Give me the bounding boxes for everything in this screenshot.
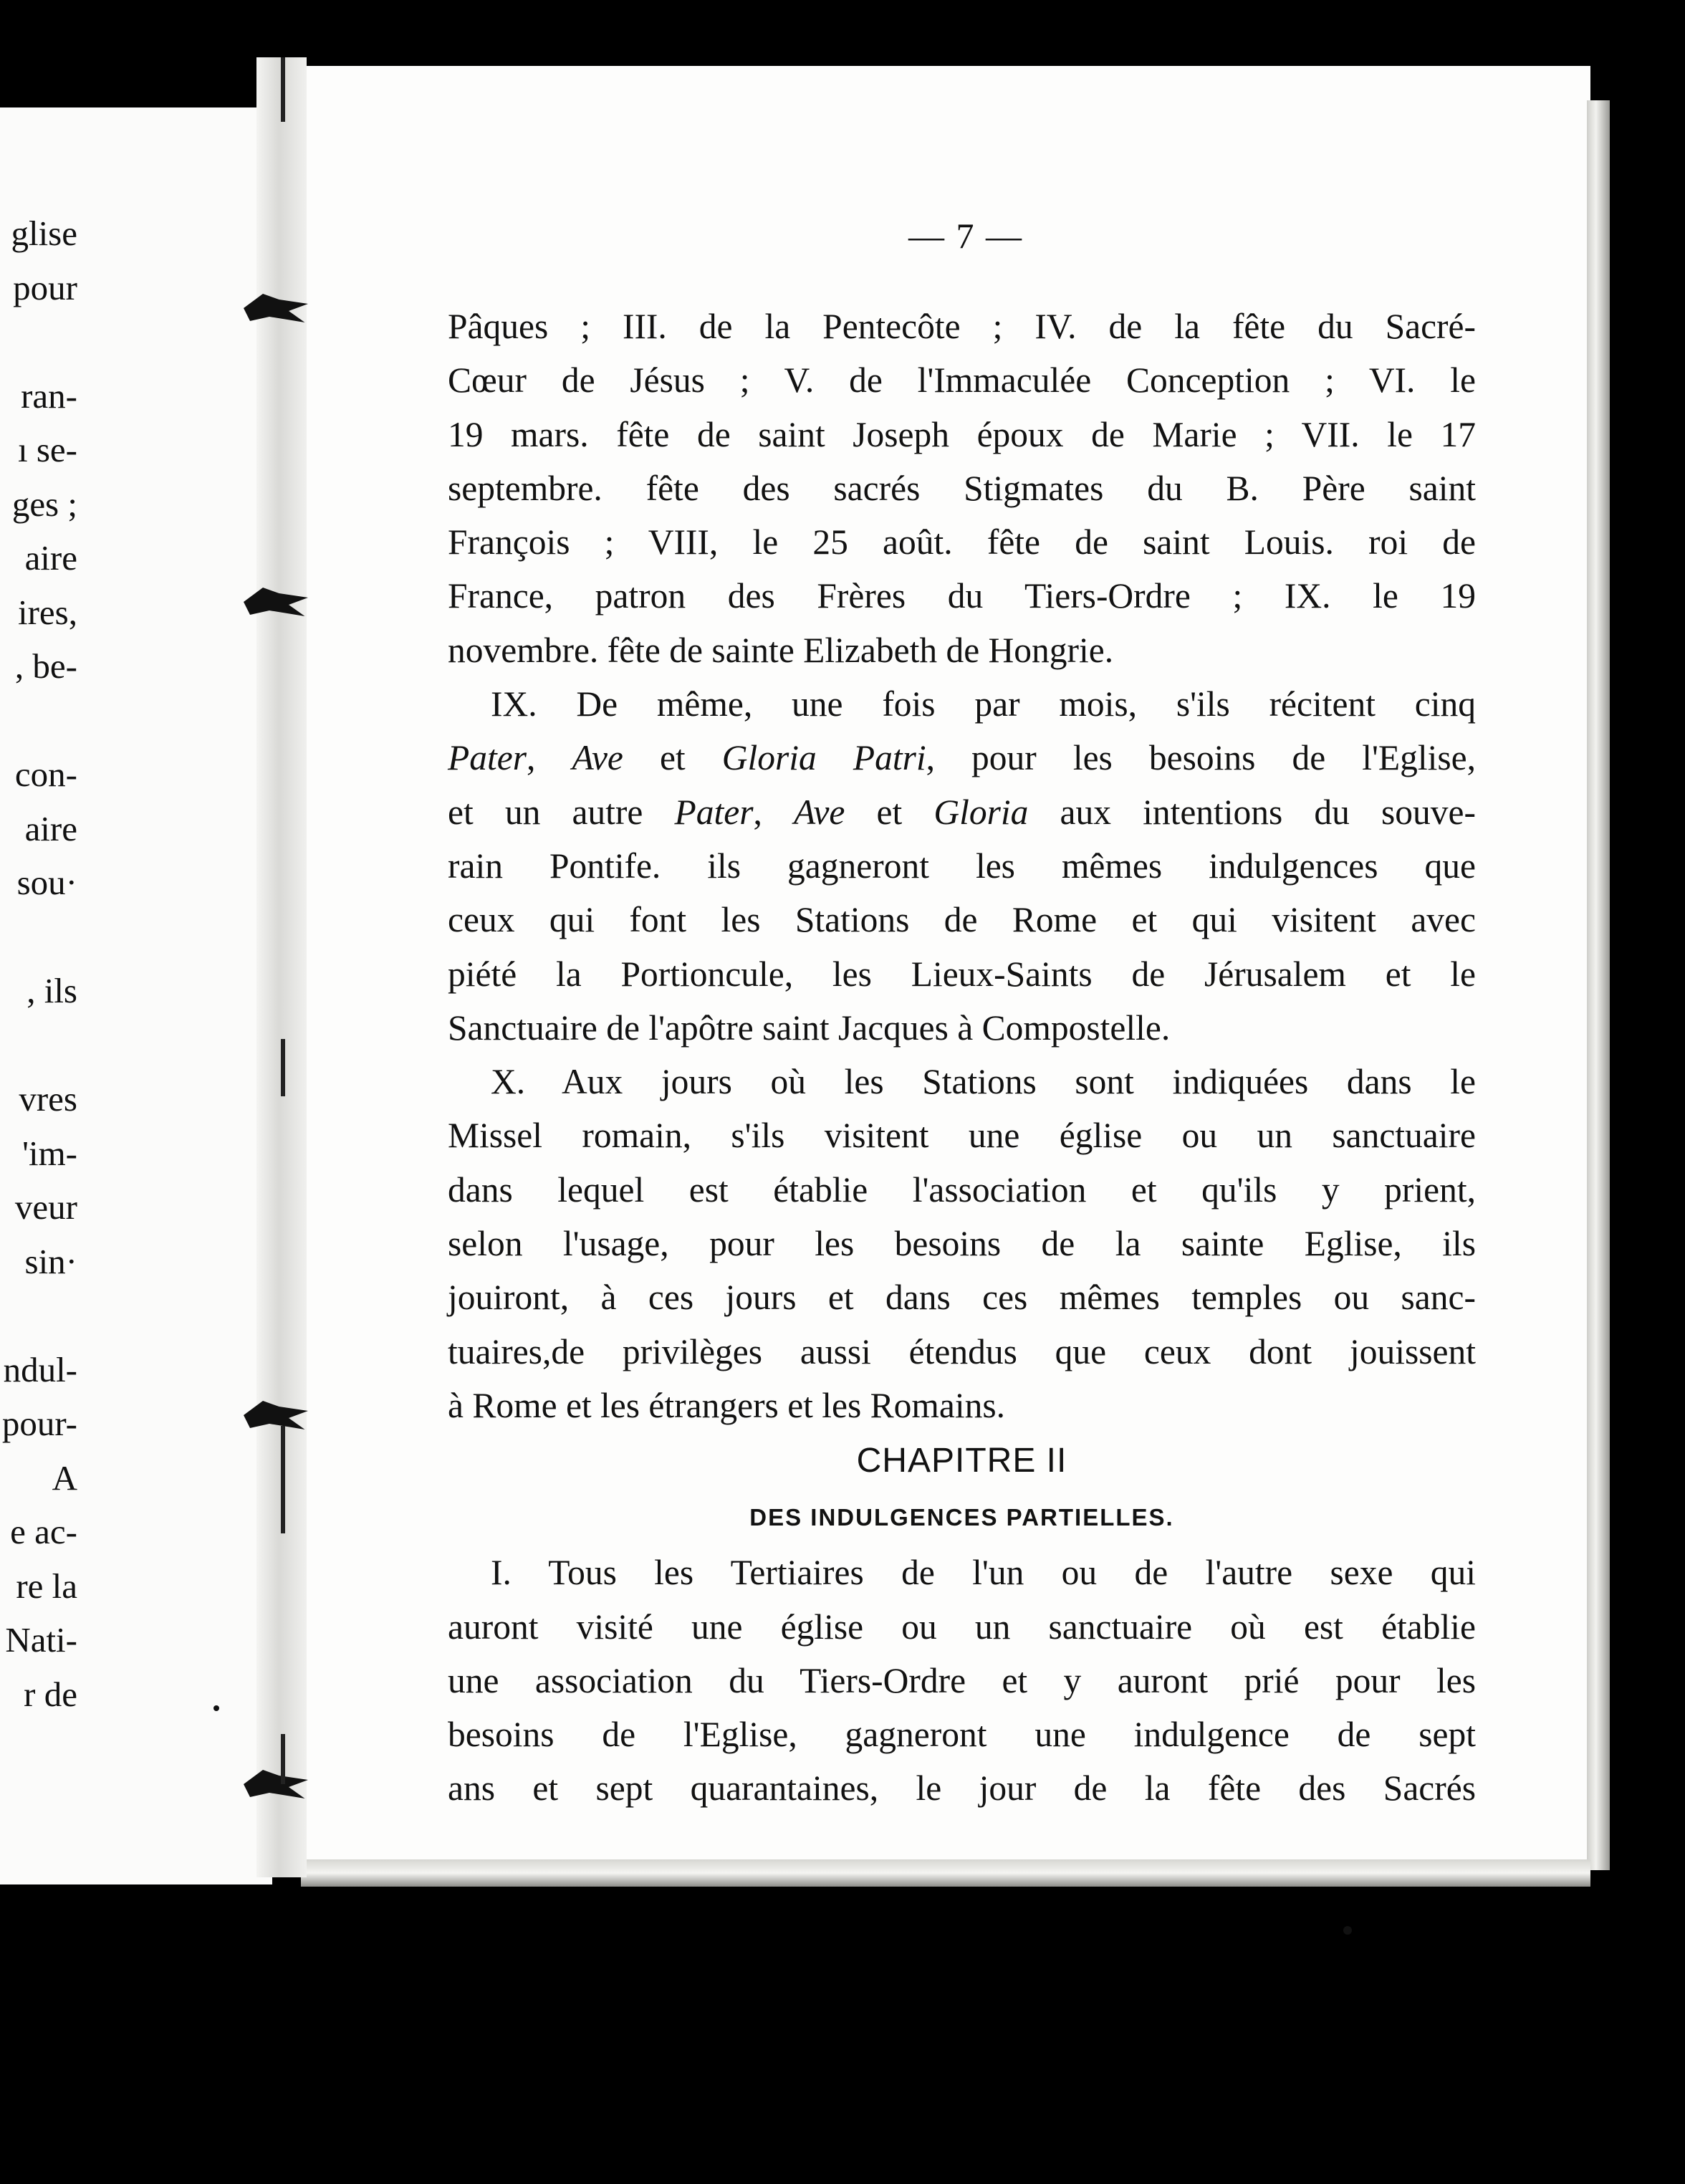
text-line: France, patron des Frères du Tiers-Ordre ; IX. le 19: [448, 576, 1476, 616]
left-fragment: 'im-: [22, 1133, 77, 1173]
left-fragment: ndul-: [3, 1349, 77, 1389]
inline-text: ,: [526, 738, 572, 778]
paragraph: [448, 677, 1476, 1055]
text-line: 19 mars. fête de saint Joseph époux de Marie ; VII. le 17: [448, 414, 1476, 454]
binding-thread: [281, 57, 285, 122]
text-line: à Rome et les étrangers et les Romains.: [448, 1385, 1006, 1425]
text-line: tuaires,de privilèges aussi étendus que ceux dont jouissent: [448, 1331, 1476, 1371]
text-line: ceux qui font les Stations de Rome et qui visitent avec: [448, 900, 1476, 940]
text-line: X. Aux jours où les Stations sont indiquées dans le: [491, 1062, 1476, 1102]
page-edge-right: [1587, 100, 1610, 1870]
left-fragment: [0, 1288, 77, 1343]
chapter-subtitle: DES INDULGENCES PARTIELLES.: [749, 1504, 1174, 1531]
binding-thread: [281, 1734, 285, 1784]
left-fragment: re la: [16, 1566, 77, 1606]
page-body-text: [448, 300, 1476, 1816]
left-fragment: sin·: [24, 1241, 77, 1281]
text-line: rain Pontife. ils gagneront les mêmes indulgences que: [448, 846, 1476, 886]
inline-text: ,: [753, 792, 794, 832]
left-fragment: [0, 694, 77, 748]
italic-word: Gloria Patri: [721, 738, 926, 778]
left-fragment: aire: [24, 808, 77, 848]
left-fragment: r de: [24, 1674, 77, 1714]
left-fragment: [0, 1018, 77, 1073]
left-fragment: ı se-: [18, 430, 77, 469]
text-line: selon l'usage, pour les besoins de la sainte Eglise, ils: [448, 1224, 1476, 1264]
text-line: I. Tous les Tertiaires de l'un ou de l'autre sexe qui: [491, 1553, 1476, 1593]
italic-word: Pater: [674, 792, 754, 832]
text-line: Cœur de Jésus ; V. de l'Immaculée Conception ; VI. le: [448, 360, 1476, 401]
text-line: François ; VIII, le 25 août. fête de saint Louis. roi de: [448, 522, 1476, 562]
italic-word: Gloria: [933, 792, 1029, 832]
left-fragment: sou·: [16, 863, 77, 902]
italic-word: Ave: [793, 792, 845, 832]
paragraph: [448, 1546, 1476, 1815]
text-line: Sanctuaire de l'apôtre saint Jacques à Compostelle.: [448, 1007, 1171, 1048]
left-fragment: aire: [24, 538, 77, 578]
paragraph: [448, 1055, 1476, 1432]
inline-text: et un autre: [448, 792, 675, 832]
left-fragment: con-: [14, 755, 77, 794]
left-fragment: ires,: [18, 592, 77, 632]
left-fragment: , ils: [27, 971, 77, 1010]
page-edge-bottom: [301, 1859, 1590, 1887]
left-page-text-fragments: [0, 206, 77, 1721]
inline-text: aux intentions du souve-: [1028, 792, 1477, 832]
text-line: novembre. fête de sainte Elizabeth de Hongrie.: [448, 630, 1114, 670]
text-line: Missel romain, s'ils visitent une église ou un sanctuaire: [448, 1116, 1476, 1156]
text-line: besoins de l'Eglise, gagneront une indulgence de sept: [448, 1715, 1476, 1755]
left-fragment: [0, 315, 77, 369]
inline-text: et: [623, 738, 722, 778]
left-fragment: veur: [14, 1187, 77, 1227]
text-line: [448, 785, 1476, 839]
text-line: une association du Tiers-Ordre et y auront prié pour les: [448, 1660, 1476, 1700]
left-fragment: ran-: [21, 375, 77, 416]
text-line: ans et sept quarantaines, le jour de la fête des Sacrés: [448, 1768, 1476, 1809]
text-line: auront visité une église ou un sanctuaire où est établie: [448, 1606, 1476, 1647]
left-fragment: pour: [13, 267, 77, 307]
book-gutter: [256, 57, 307, 1877]
binding-thread: [281, 1039, 285, 1096]
text-line: [448, 731, 1476, 785]
chapter-title: CHAPITRE II: [856, 1442, 1067, 1480]
left-fragment: A: [52, 1457, 77, 1498]
left-fragment: glise: [11, 214, 77, 253]
text-line: piété la Portioncule, les Lieux-Saints de Jérusalem et le: [448, 954, 1476, 994]
left-fragment: vres: [19, 1079, 77, 1119]
inline-text: et: [845, 792, 934, 832]
text-line: IX. De même, une fois par mois, s'ils récitent cinq: [491, 684, 1476, 724]
inline-text: , pour les besoins de l'Eglise,: [926, 738, 1477, 778]
ink-speck: [1343, 1926, 1352, 1935]
left-fragment: pour-: [1, 1404, 77, 1443]
italic-word: Pater: [448, 738, 527, 778]
left-fragment: e ac-: [10, 1512, 77, 1551]
left-fragment: Nati-: [5, 1620, 77, 1659]
ink-speck: [213, 1705, 219, 1711]
paragraph: [448, 300, 1476, 677]
page-number: — 7 —: [908, 216, 1023, 256]
left-fragment: , be-: [14, 646, 77, 686]
italic-word: Ave: [572, 738, 623, 778]
text-line: septembre. fête des sacrés Stigmates du B. Père saint: [448, 468, 1476, 508]
text-line: jouiront, à ces jours et dans ces mêmes temples ou sanc-: [448, 1278, 1476, 1318]
text-line: dans lequel est établie l'association et qu'ils y prient,: [448, 1169, 1476, 1210]
left-fragment: ges ;: [11, 484, 77, 524]
left-fragment: [0, 910, 77, 964]
binding-thread: [281, 1426, 285, 1533]
text-line: Pâques ; III. de la Pentecôte ; IV. de la fête du Sacré-: [448, 307, 1476, 346]
